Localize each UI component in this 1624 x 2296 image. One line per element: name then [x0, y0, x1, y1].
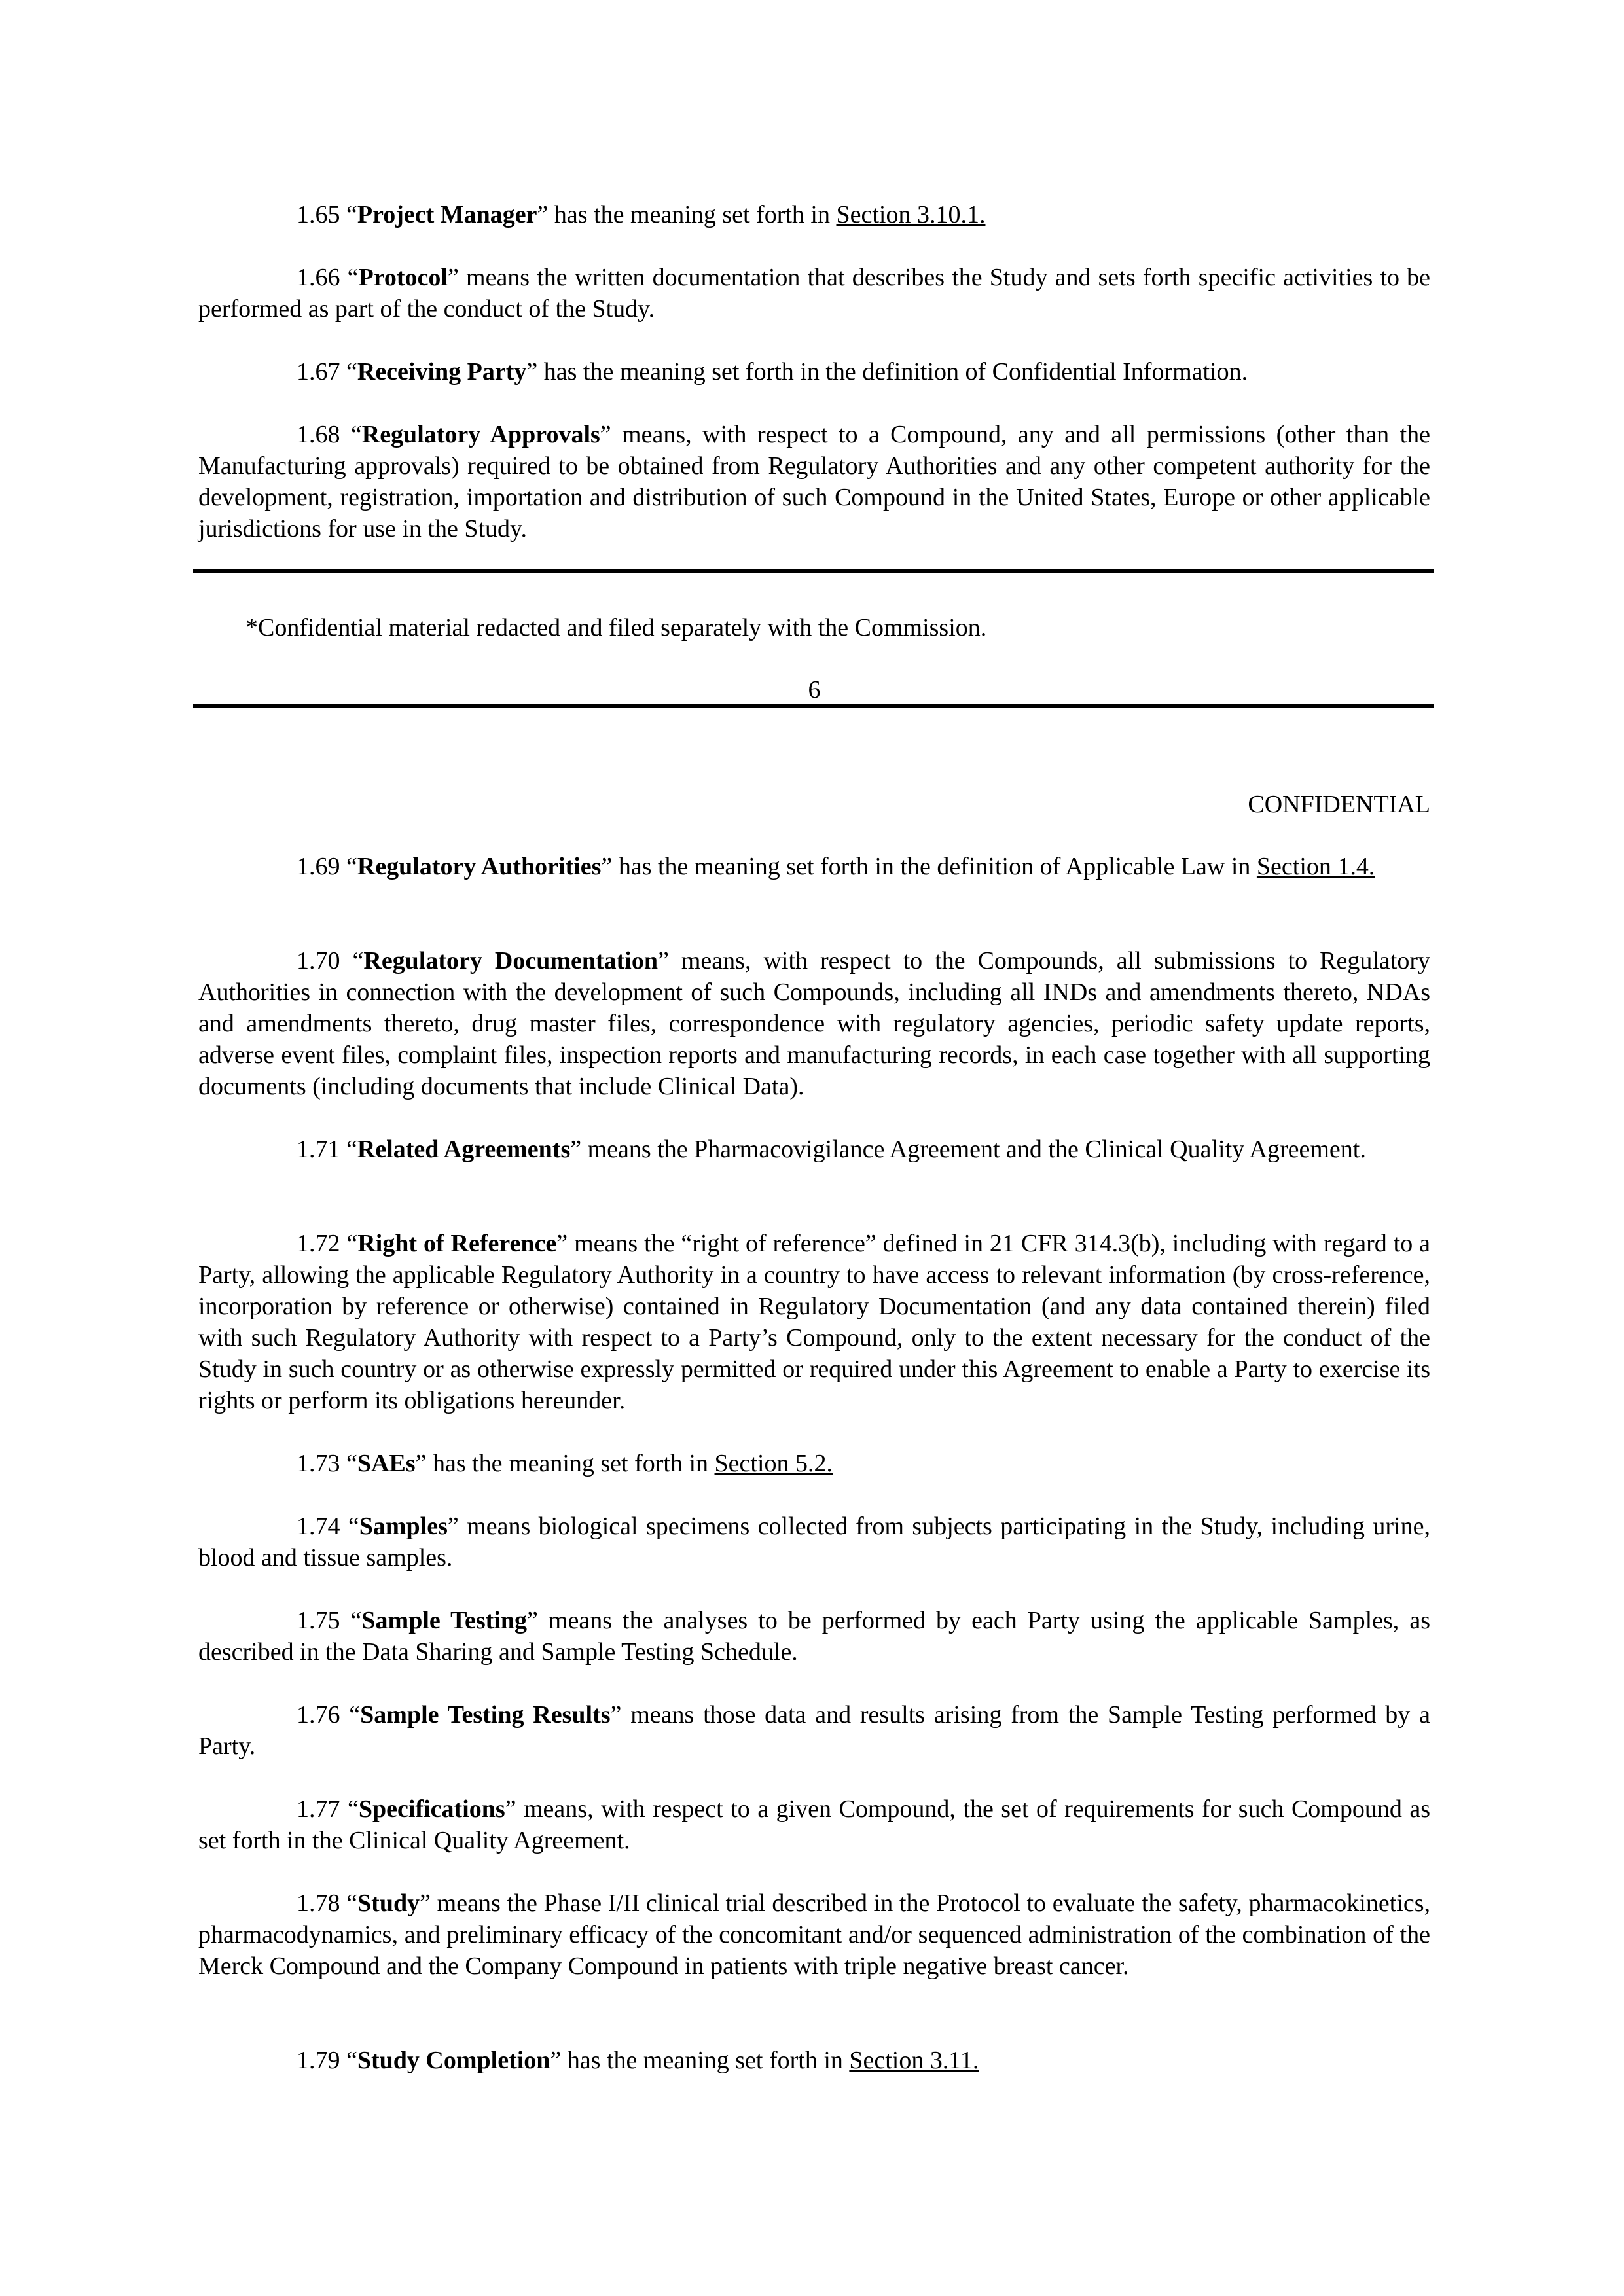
def-number: 1.72 [297, 1230, 340, 1257]
definition-1-78: 1.78 “Study” means the Phase I/II clinical trial described in the Protocol to evaluate the safety, pharmacokinetics, pharmacodynamics, and preliminary efficacy of the concomitant and/or sequenced administration of the combination of the Merck Compound and the Company Compound in patients with triple negative breast cancer. [198, 1890, 1430, 1980]
def-term: Specifications [358, 1795, 505, 1823]
section-ref-link[interactable]: Section 3.11. [849, 2047, 979, 2074]
def-text: means, with respect to a Compound, any and all permissions (other than the Manufacturing approvals) required to be obtained from Regulatory Authorities and any other competent authority for the development, registration, importation and distribution of such Compound in the United States, Europe or other applicable jurisdictions for use in the Study. [198, 421, 1430, 543]
section-ref-link[interactable]: Section 5.2. [714, 1450, 833, 1477]
def-text: has the meaning set forth in the definition of Applicable Law in [612, 853, 1257, 880]
def-text: means the Pharmacovigilance Agreement and the Clinical Quality Agreement. [581, 1136, 1366, 1163]
def-text: has the meaning set forth in [548, 201, 837, 228]
definition-1-65: 1.65 “Project Manager” has the meaning set forth in Section 3.10.1. [297, 201, 986, 228]
definition-1-68: 1.68 “Regulatory Approvals” means, with respect to a Compound, any and all permissions (other than the Manufacturing approvals) required to be obtained from Regulatory Authorities and any other competent authority for the development, registration, importation and distribution of such Compound in the United States, Europe or other applicable jurisdictions for use in the Study. [198, 421, 1430, 543]
def-number: 1.71 [297, 1136, 340, 1163]
def-number: 1.79 [297, 2047, 340, 2074]
def-text: means the “right of reference” defined in 21 CFR 314.3(b), including with regard to a Party, allowing the applicable Regulatory Authority in a country to have access to relevant information (by cross-reference, incorporation by reference or otherwise) contained in Regulatory Documentation (and any data contained therein) filed with such Regulatory Authority with respect to a Party’s Compound, only to the extent necessary for the conduct of the Study in such country or as otherwise expressly permitted or required under this Agreement to enable a Party to exercise its rights or perform its obligations hereunder. [198, 1230, 1430, 1414]
def-number: 1.67 [297, 358, 340, 386]
def-term: Sample Testing Results [360, 1701, 611, 1729]
def-text: has the meaning set forth in [426, 1450, 715, 1477]
def-term: Right of Reference [357, 1230, 557, 1257]
definition-1-76: 1.76 “Sample Testing Results” means those data and results arising from the Sample Testing performed by a Party. [198, 1701, 1430, 1760]
def-number: 1.68 [297, 421, 340, 448]
def-number: 1.74 [297, 1513, 340, 1540]
def-text: means, with respect to the Compounds, all submissions to Regulatory Authorities in connection with the development of such Compounds, including all INDs and amendments thereto, NDAs and amendments thereto, drug master files, correspondence with regulatory agencies, periodic safety update reports, adverse event files, complaint files, inspection reports and manufacturing records, in each case together with all supporting documents (including documents that include Clinical Data). [198, 947, 1430, 1100]
def-term: Related Agreements [357, 1136, 571, 1163]
def-term: Regulatory Documentation [363, 947, 658, 975]
definition-1-77: 1.77 “Specifications” means, with respect to a given Compound, the set of requirements for such Compound as set forth in the Clinical Quality Agreement. [198, 1795, 1430, 1854]
def-term: Project Manager [357, 201, 537, 228]
definition-1-66: 1.66 “Protocol” means the written documentation that describes the Study and sets forth specific activities to be performed as part of the conduct of the Study. [198, 264, 1430, 323]
def-term: Protocol [358, 264, 448, 291]
def-term: SAEs [357, 1450, 416, 1477]
confidential-note: *Confidential material redacted and filed separately with the Commission. [245, 614, 987, 641]
definition-1-71: 1.71 “Related Agreements” means the Pharmacovigilance Agreement and the Clinical Quality Agreement. [297, 1136, 1366, 1163]
def-text: means the analyses to be performed by each Party using the applicable Samples, as described in the Data Sharing and Sample Testing Schedule. [198, 1607, 1430, 1666]
definition-1-74: 1.74 “Samples” means biological specimens collected from subjects participating in the Study, including urine, blood and tissue samples. [198, 1513, 1430, 1571]
definition-1-73: 1.73 “SAEs” has the meaning set forth in Section 5.2. [297, 1450, 833, 1477]
def-text: has the meaning set forth in the definition of Confidential Information. [537, 358, 1248, 386]
def-number: 1.69 [297, 853, 340, 880]
def-number: 1.78 [297, 1890, 340, 1917]
def-term: Regulatory Approvals [361, 421, 600, 448]
def-term: Samples [359, 1513, 448, 1540]
def-text: means, with respect to a given Compound, the set of requirements for such Compound as set forth in the Clinical Quality Agreement. [198, 1795, 1430, 1854]
page-number: 6 [808, 676, 821, 704]
definition-1-67: 1.67 “Receiving Party” has the meaning set forth in the definition of Confidential Information. [297, 358, 1248, 386]
def-text: means those data and results arising from the Sample Testing performed by a Party. [198, 1701, 1430, 1760]
def-number: 1.76 [297, 1701, 340, 1729]
confidential-header: CONFIDENTIAL [1248, 791, 1430, 818]
def-number: 1.65 [297, 201, 340, 228]
definition-1-70: 1.70 “Regulatory Documentation” means, with respect to the Compounds, all submissions to Regulatory Authorities in connection with the development of such Compounds, including all INDs and amendments thereto, NDAs and amendments thereto, drug master files, correspondence with regulatory agencies, periodic safety update reports, adverse event files, complaint files, inspection reports and manufacturing records, in each case together with all supporting documents (including documents that include Clinical Data). [198, 947, 1430, 1100]
definition-1-72: 1.72 “Right of Reference” means the “right of reference” defined in 21 CFR 314.3(b), including with regard to a Party, allowing the applicable Regulatory Authority in a country to have access to relevant information (by cross-reference, incorporation by reference or otherwise) contained in Regulatory Documentation (and any data contained therein) filed with such Regulatory Authority with respect to a Party’s Compound, only to the extent necessary for the conduct of the Study in such country or as otherwise expressly permitted or required under this Agreement to enable a Party to exercise its rights or perform its obligations hereunder. [198, 1230, 1430, 1414]
def-term: Study Completion [357, 2047, 550, 2074]
def-term: Regulatory Authorities [357, 853, 602, 880]
def-text: means the written documentation that describes the Study and sets forth specific activities to be performed as part of the conduct of the Study. [198, 264, 1430, 323]
def-text: means the Phase I/II clinical trial described in the Protocol to evaluate the safety, pharmacokinetics, pharmacodynamics, and preliminary efficacy of the concomitant and/or sequenced administration of the combination of the Merck Compound and the Company Compound in patients with triple negative breast cancer. [198, 1890, 1430, 1980]
section-ref-link[interactable]: Section 1.4. [1256, 853, 1375, 880]
def-number: 1.77 [297, 1795, 340, 1823]
def-number: 1.66 [297, 264, 340, 291]
def-term: Receiving Party [357, 358, 527, 386]
def-term: Study [357, 1890, 420, 1917]
def-number: 1.75 [297, 1607, 340, 1634]
def-number: 1.70 [297, 947, 340, 975]
section-ref-link[interactable]: Section 3.10.1. [836, 201, 986, 228]
definition-1-79: 1.79 “Study Completion” has the meaning set forth in Section 3.11. [297, 2047, 979, 2074]
def-text: has the meaning set forth in [561, 2047, 850, 2074]
footer-top-rule [193, 569, 1434, 573]
definition-1-69: 1.69 “Regulatory Authorities” has the meaning set forth in the definition of Applicable Law in Section 1.4. [297, 853, 1375, 880]
def-number: 1.73 [297, 1450, 340, 1477]
page-break-rule [193, 704, 1434, 708]
def-text: means biological specimens collected from subjects participating in the Study, including urine, blood and tissue samples. [198, 1513, 1430, 1571]
definition-1-75: 1.75 “Sample Testing” means the analyses to be performed by each Party using the applicable Samples, as described in the Data Sharing and Sample Testing Schedule. [198, 1607, 1430, 1666]
def-term: Sample Testing [361, 1607, 527, 1634]
